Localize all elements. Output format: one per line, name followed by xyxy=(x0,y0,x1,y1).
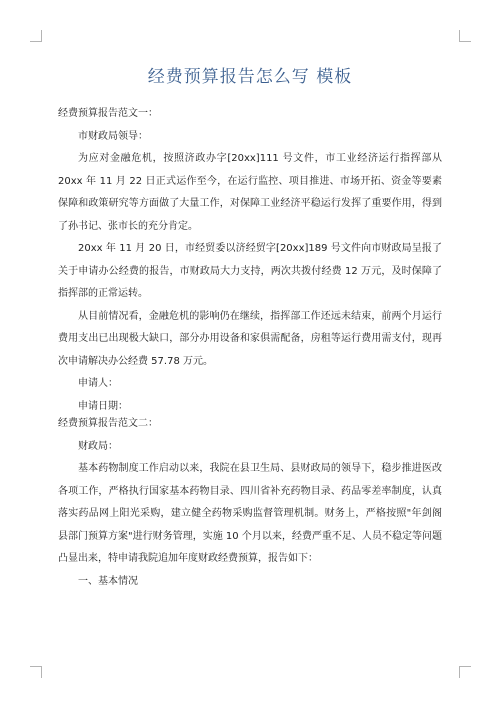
section-heading-sample-one: 经费预算报告范文一： xyxy=(58,108,158,119)
body-paragraph: 为应对金融危机，按照济政办字[20xx]111 号文件，市工业经济运行指挥部从20xx 年 11 月 22 日正式运作至今，在运行监控、项目推进、市场开拓、资金等要素保障和政策研究等方面做了大量工作，对保障工业经济平稳运行发挥了重要作用，得到了孙书记、张市长的充分肯定。 xyxy=(58,153,442,232)
crop-mark-top-right xyxy=(459,30,471,42)
application-date-label: 申请日期： xyxy=(78,400,128,412)
section-heading-sample-two: 经费预算报告范文二： xyxy=(58,418,158,429)
crop-mark-top-left xyxy=(30,30,42,42)
document-body xyxy=(58,103,442,593)
body-paragraph: 基本药物制度工作启动以来，我院在县卫生局、县财政局的领导下，稳步推进医改各项工作，严格执行国家基本药物目录、四川省补充药物目录、药品零差率制度，认真落实药品网上阳光采购，建立健全药物采购监督管理机制。财务上，严格按照"年剑阁县部门预算方案"进行财务管理，实施 10 个月以来，经费严重不足、人员不稳定等问题凸显出来，特申请我院追加年度财政经费预算，报告如下： xyxy=(58,463,442,564)
salutation-finance-bureau: 财政局： xyxy=(78,440,118,452)
salutation-finance-bureau-leaders: 市财政局领导： xyxy=(78,130,148,142)
body-paragraph: 20xx 年 11 月 20 日，市经贸委以济经贸字[20xx]189 号文件向市财政局呈报了关于申请办公经费的报告，市财政局大力支持，两次共拨付经费 12 万元，及时保障了指挥部的正常运转。 xyxy=(58,243,442,299)
applicant-label: 申请人： xyxy=(78,378,118,389)
crop-mark-bottom-left xyxy=(30,666,42,678)
crop-mark-bottom-right xyxy=(459,666,471,678)
section-heading-basic-situation: 一、基本情况 xyxy=(78,575,138,587)
document-title: 经费预算报告怎么写 模板 xyxy=(147,67,353,87)
body-paragraph: 从目前情况看，金融危机的影响仍在继续，指挥部工作还远未结束，前两个月运行费用支出已出现极大缺口，部分办用设备和家俱需配备，房租等运行费用需支付，现再次申请解决办公经费 57.78 万元。 xyxy=(58,310,442,367)
